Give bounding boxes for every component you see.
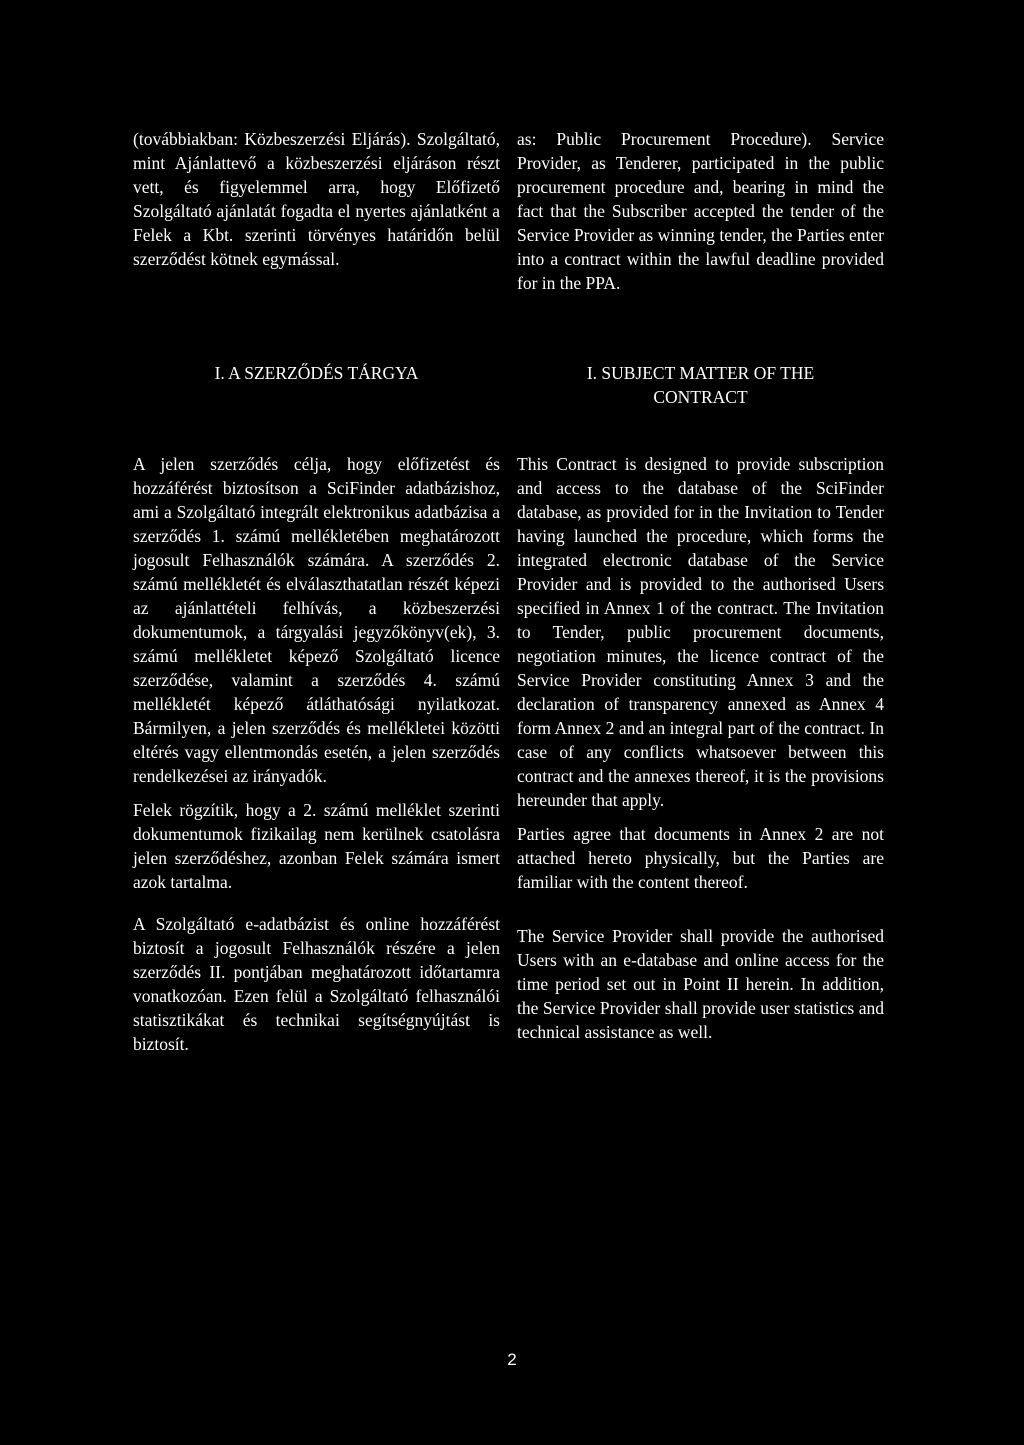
left-intro-paragraph: (továbbiakban: Közbeszerzési Eljárás). Szolgáltató, mint Ajánlattevő a közbeszerzési eljáráson részt vett, és figyelemmel arra, hogy Előfizető Szolgáltató ajánlatát fogadta el nyertes ajánlatként a Felek a Kbt. szerinti törvényes határidőn belül szerződést kötnek egymással. xyxy=(133,129,500,269)
right-paragraph-1: This Contract is designed to provide subscription and access to the database of the SciFinder database, as provided for in the Invitation to Tender having launched the procedure, which forms the integrated electronic database of the Service Provider and is provided to the authorised Users specified in Annex 1 of the contract. The Invitation to Tender, public procurement documents, negotiation minutes, the licence contract of the Service Provider constituting Annex 3 and the declaration of transparency annexed as Annex 4 form Annex 2 and an integral part of the contract. In case of any conflicts whatsoever between this contract and the annexes thereof, it is the provisions hereunder that apply. xyxy=(517,454,884,810)
left-intro-block xyxy=(133,127,500,271)
right-paragraph-3: The Service Provider shall provide the authorised Users with an e-database and online access for the time period set out in Point II herein. In addition, the Service Provider shall provide user statistics and technical assistance as well. xyxy=(517,926,884,1042)
left-paragraph-1: A jelen szerződés célja, hogy előfizetést és hozzáférést biztosítson a SciFinder adatbázishoz, ami a Szolgáltató integrált elektronikus adatbázisa a szerződés 1. számú mellékletében meghatározott jogosult Felhasználók számára. A szerződés 2. számú mellékletét és elválaszthatatlan részét képezi az ajánlattételi felhívás, a közbeszerzési dokumentumok, a tárgyalási jegyzőkönyv(ek), 3. számú mellékletet képező Szolgáltató licence szerződése, valamint a szerződés 4. számú mellékletét képező átláthatósági nyilatkozat. Bármilyen, a jelen szerződés és mellékletei közötti eltérés vagy ellentmondás esetén, a jelen szerződés rendelkezései az irányadók. xyxy=(133,454,500,786)
right-body-block xyxy=(517,452,884,1044)
right-intro-block xyxy=(517,127,884,295)
left-body-block xyxy=(133,452,500,1056)
left-paragraph-3: A Szolgáltató e-adatbázist és online hozzáférést biztosít a jogosult Felhasználók részére a jelen szerződés II. pontjában meghatározott időtartamra vonatkozóan. Ezen felül a Szolgáltató felhasználói statisztikákat és technikai segítségnyújtást is biztosít. xyxy=(133,914,500,1054)
right-paragraph-2: Parties agree that documents in Annex 2 are not attached hereto physically, but the Parties are familiar with the content thereof. xyxy=(517,824,884,892)
right-intro-paragraph: as: Public Procurement Procedure). Service Provider, as Tenderer, participated in the public procurement procedure and, bearing in mind the fact that the Subscriber accepted the tender of the Service Provider as winning tender, the Parties enter into a contract within the lawful deadline provided for in the PPA. xyxy=(517,129,884,293)
page-number: 2 xyxy=(507,1350,517,1369)
left-section-heading: I. A SZERZŐDÉS TÁRGYA xyxy=(214,363,419,383)
right-section-heading: I. SUBJECT MATTER OF THE CONTRACT xyxy=(586,363,815,407)
left-paragraph-2: Felek rögzítik, hogy a 2. számú melléklet szerinti dokumentumok fizikailag nem kerülnek csatolásra jelen szerződéshez, azonban Felek számára ismert azok tartalma. xyxy=(133,800,500,892)
